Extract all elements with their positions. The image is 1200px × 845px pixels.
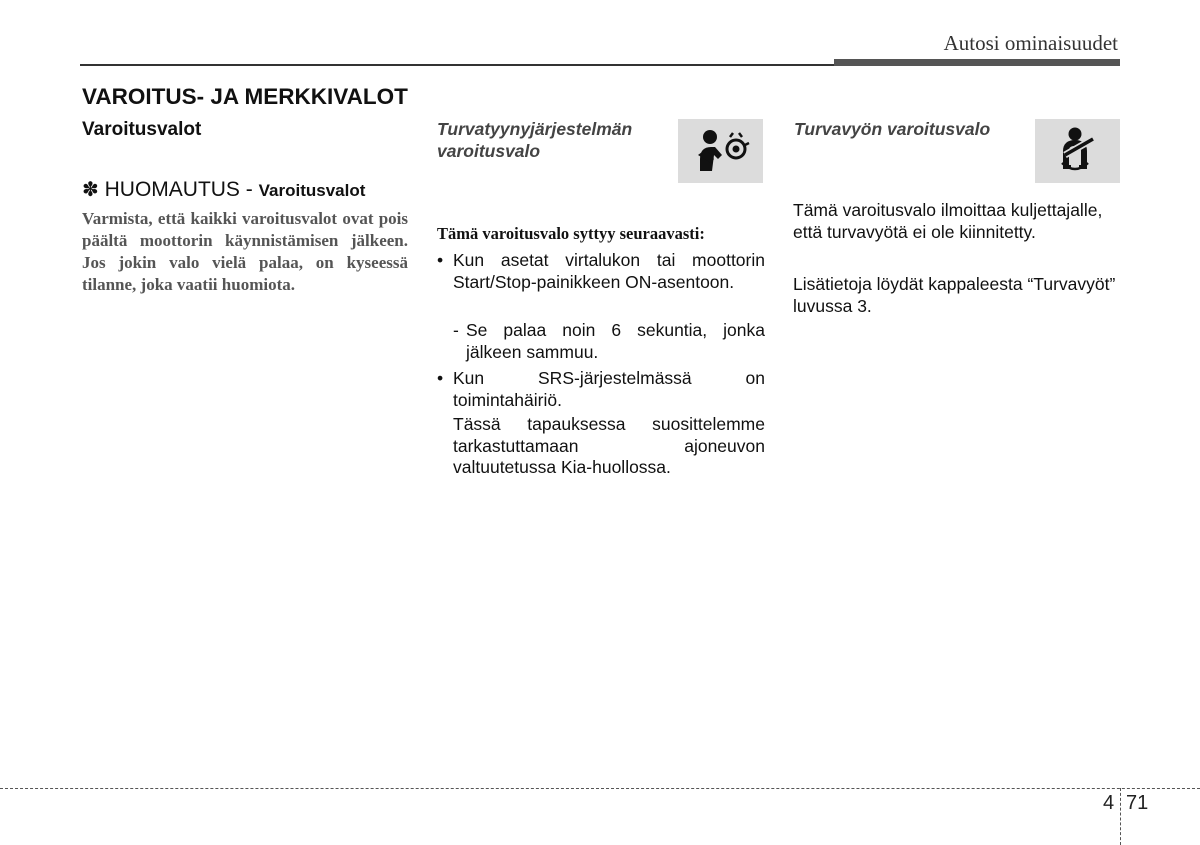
seatbelt-warning-heading: Turvavyön varoitusvalo	[794, 119, 991, 139]
list-item-text: Kun asetat virtalukon tai moottorin Start/Stop-painikkeen ON-asentoon.	[453, 250, 765, 292]
airbag-warning-heading: Turvatyynyjärjestelmän varoitusvalo	[437, 119, 633, 161]
dash-symbol: -	[453, 320, 459, 340]
note-title: HUOMAUTUS -	[104, 178, 253, 201]
footer-rule	[0, 788, 1200, 789]
airbag-warning-icon	[678, 119, 763, 183]
chapter-number: 4	[1103, 792, 1115, 814]
bullet-symbol: •	[437, 368, 444, 388]
list-item-text: Kun SRS-järjestelmässä on toimintahäiriö.	[453, 368, 765, 410]
seatbelt-warning-icon	[1035, 119, 1120, 183]
note-star-icon: ✽	[82, 179, 99, 201]
sub-list-item	[453, 320, 765, 363]
note-text: Varmista, että kaikki varoitusvalot ovat pois päältä moottorin käynnistämisen jälkeen. Jos jokin valo vielä palaa, on kyseessä tilanne, joka vaatii huomiota.	[82, 209, 408, 294]
footer-divider	[1120, 788, 1121, 845]
paragraph: Tämä varoitusvalo ilmoittaa kuljettajalle, että turvavyötä ei ole kiinnitetty.	[793, 200, 1103, 242]
running-header: Autosi ominaisuudet	[943, 31, 1118, 55]
subsection-heading: Varoitusvalot	[82, 119, 202, 140]
header-rule-thick	[834, 59, 1120, 66]
page-number: 71	[1126, 792, 1149, 814]
list-item	[437, 368, 765, 411]
note-heading	[82, 177, 365, 202]
header-rule	[80, 64, 836, 66]
note-subtitle: Varoitusvalot	[258, 181, 366, 200]
list-item	[437, 250, 765, 293]
section-title: VAROITUS- JA MERKKIVALOT	[82, 84, 408, 109]
paragraph: Lisätietoja löydät kappaleesta “Turvavyöt” luvussa 3.	[793, 274, 1116, 316]
bullet-symbol: •	[437, 250, 444, 270]
sub-list-item-text: Se palaa noin 6 sekuntia, jonka jälkeen sammuu.	[466, 320, 765, 362]
paragraph: Tässä tapauksessa suosittelemme tarkastuttamaan ajoneuvon valtuutetussa Kia-huollossa.	[453, 414, 765, 477]
intro-text: Tämä varoitusvalo syttyy seuraavasti:	[437, 224, 705, 243]
